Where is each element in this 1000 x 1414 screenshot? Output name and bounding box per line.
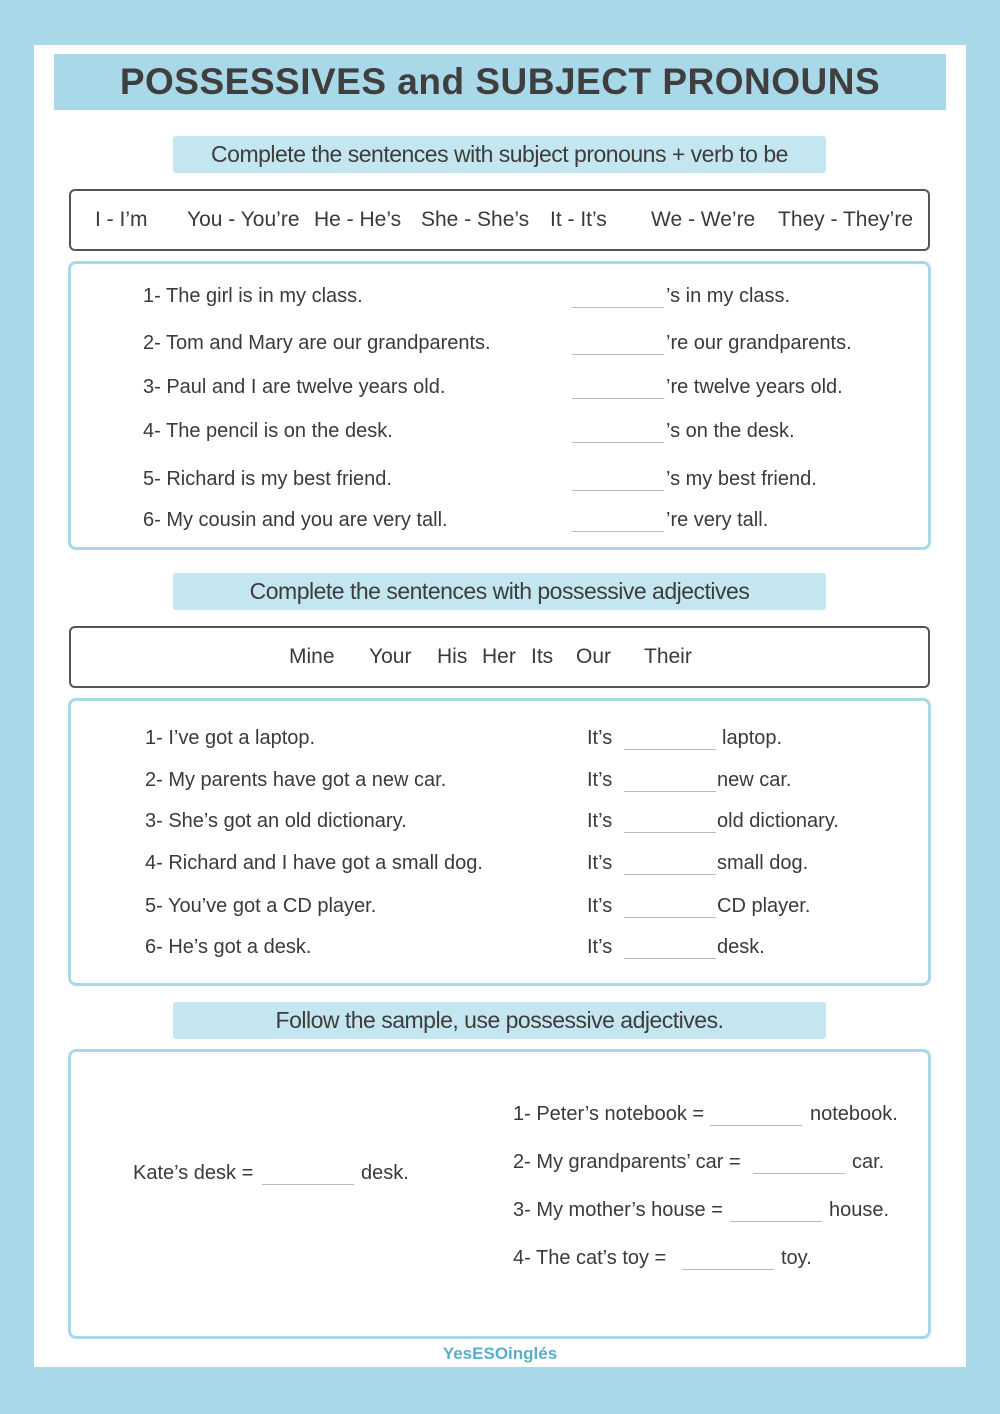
exercise-answer-suffix: ’re very tall. <box>666 509 769 531</box>
answer-blank[interactable] <box>730 1221 822 1222</box>
exercise-question: 1- Peter’s notebook = <box>513 1103 705 1125</box>
answer-blank[interactable] <box>572 354 664 355</box>
exercise-answer-prefix: It’s <box>587 852 613 874</box>
word-bank-item: She - She’s <box>421 208 530 231</box>
answer-blank[interactable] <box>572 490 664 491</box>
exercise-question: 1- The girl is in my class. <box>143 285 363 307</box>
exercise-question: 6- My cousin and you are very tall. <box>143 509 448 531</box>
exercise-answer-prefix: It’s <box>587 895 613 917</box>
answer-blank[interactable] <box>624 917 716 918</box>
exercise-answer-suffix: CD player. <box>717 895 811 917</box>
exercise-question: 5- Richard is my best friend. <box>143 468 392 490</box>
exercise-answer-suffix: small dog. <box>717 852 809 874</box>
answer-blank[interactable] <box>262 1184 354 1185</box>
answer-blank[interactable] <box>682 1269 774 1270</box>
exercise-question: 3- My mother’s house = <box>513 1199 723 1221</box>
word-bank-item: Her <box>482 645 516 668</box>
page-title: POSSESSIVES and SUBJECT PRONOUNS <box>119 61 881 102</box>
title-bar <box>54 54 946 110</box>
exercise-answer-suffix: ’re twelve years old. <box>666 376 843 398</box>
section2-instruction: Complete the sentences with possessive adjectives <box>173 573 826 610</box>
exercise-question: 2- My grandparents’ car = <box>513 1151 741 1173</box>
exercise-question: 4- Richard and I have got a small dog. <box>145 852 483 874</box>
exercise-answer-suffix: car. <box>852 1151 885 1173</box>
word-bank-item: We - We’re <box>651 208 756 231</box>
section3-exercise-box <box>68 1049 931 1339</box>
word-bank-item: He - He’s <box>314 208 402 231</box>
sample-question: Kate’s desk = <box>133 1162 254 1184</box>
answer-blank[interactable] <box>624 749 716 750</box>
exercise-answer-suffix: ’s my best friend. <box>666 468 817 490</box>
exercise-answer-suffix: desk. <box>717 936 765 958</box>
exercise-question: 1- I’ve got a laptop. <box>145 727 316 749</box>
exercise-answer-prefix: It’s <box>587 936 613 958</box>
exercise-question: 2- My parents have got a new car. <box>145 769 447 791</box>
exercise-answer-suffix: toy. <box>781 1247 812 1269</box>
exercise-answer-prefix: It’s <box>587 769 613 791</box>
exercise-question: 4- The pencil is on the desk. <box>143 420 393 442</box>
exercise-answer-suffix: notebook. <box>810 1103 898 1125</box>
word-bank-item: Mine <box>289 645 335 668</box>
exercise-question: 3- She’s got an old dictionary. <box>145 810 407 832</box>
exercise-question: 5- You’ve got a CD player. <box>145 895 377 917</box>
word-bank-item: Your <box>369 645 412 668</box>
word-bank-item: Our <box>576 645 612 668</box>
exercise-question: 4- The cat’s toy = <box>513 1247 667 1269</box>
sample-answer-suffix: desk. <box>361 1162 409 1184</box>
exercise-question: 2- Tom and Mary are our grandparents. <box>143 332 491 354</box>
answer-blank[interactable] <box>710 1125 802 1126</box>
answer-blank[interactable] <box>572 398 664 399</box>
word-bank-item: His <box>437 645 468 668</box>
exercise-answer-prefix: It’s <box>587 727 613 749</box>
answer-blank[interactable] <box>624 958 716 959</box>
exercise-answer-suffix: ’re our grandparents. <box>666 332 852 354</box>
footer-brand: YesESOinglés <box>442 1344 558 1363</box>
answer-blank[interactable] <box>624 874 716 875</box>
exercise-answer-suffix: ’s on the desk. <box>666 420 795 442</box>
exercise-answer-prefix: It’s <box>587 810 613 832</box>
answer-blank[interactable] <box>572 442 664 443</box>
word-bank-item: I - I’m <box>95 208 148 231</box>
section2-word-bank <box>69 626 930 688</box>
exercise-answer-suffix: old dictionary. <box>717 810 839 832</box>
answer-blank[interactable] <box>753 1173 845 1174</box>
answer-blank[interactable] <box>572 307 664 308</box>
exercise-answer-suffix: laptop. <box>722 727 783 749</box>
section1-word-bank <box>69 189 930 251</box>
word-bank-item: It - It’s <box>550 208 607 231</box>
exercise-answer-suffix: house. <box>829 1199 890 1221</box>
exercise-answer-suffix: new car. <box>717 769 792 791</box>
word-bank-item: They - They’re <box>778 208 913 231</box>
section3-instruction: Follow the sample, use possessive adjectives. <box>173 1002 826 1039</box>
exercise-question: 6- He’s got a desk. <box>145 936 312 958</box>
answer-blank[interactable] <box>624 791 716 792</box>
answer-blank[interactable] <box>624 832 716 833</box>
word-bank-item: Their <box>644 645 692 668</box>
answer-blank[interactable] <box>572 531 664 532</box>
exercise-question: 3- Paul and I are twelve years old. <box>143 376 446 398</box>
exercise-answer-suffix: ’s in my class. <box>666 285 791 307</box>
word-bank-item: Its <box>531 645 554 668</box>
word-bank-item: You - You’re <box>187 208 300 231</box>
section1-instruction: Complete the sentences with subject pronouns + verb to be <box>173 136 826 173</box>
